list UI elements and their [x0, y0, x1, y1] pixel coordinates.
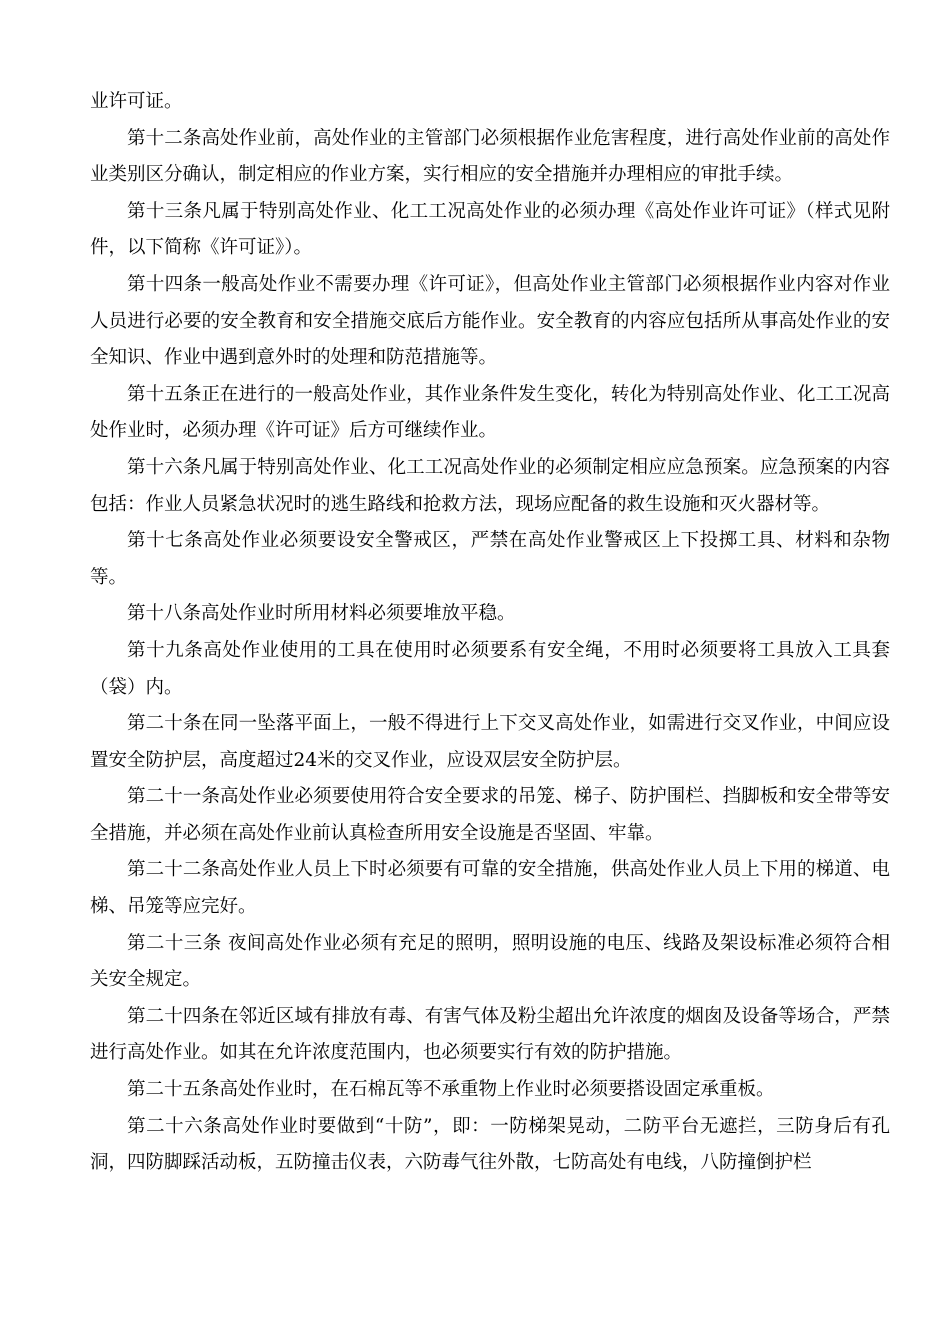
paragraph-article-13: 第十三条凡属于特别高处作业、化工工况高处作业的必须办理《高处作业许可证》（样式见附件，以下简称《许可证》）。	[90, 200, 890, 259]
paragraph-article-12: 第十二条高处作业前，高处作业的主管部门必须根据作业危害程度，进行高处作业前的高处作业类别区分确认，制定相应的作业方案，实行相应的安全措施并办理相应的审批手续。	[90, 127, 890, 186]
paragraph-article-22: 第二十二条高处作业人员上下时必须要有可靠的安全措施，供高处作业人员上下用的梯道、电梯、吊笼等应完好。	[90, 859, 890, 918]
paragraph-continuation: 业许可证。	[90, 91, 183, 112]
paragraph-article-18: 第十八条高处作业时所用材料必须要堆放平稳。	[127, 603, 516, 625]
paragraph-article-15: 第十五条正在进行的一般高处作业，其作业条件发生变化，转化为特别高处作业、化工工况高处作业时，必须办理《许可证》后方可继续作业。	[90, 383, 890, 442]
paragraph-article-26: 第二十六条高处作业时要做到“十防”，即：一防梯架晃动，二防平台无遮拦，三防身后有孔洞，四防脚踩活动板，五防撞击仪表，六防毒气往外散，七防高处有电线，八防撞倒护栏	[90, 1115, 890, 1174]
paragraph-article-16: 第十六条凡属于特别高处作业、化工工况高处作业的必须制定相应应急预案。应急预案的内容包括：作业人员紧急状况时的逃生路线和抢救方法，现场应配备的救生设施和灭火器材等。	[90, 456, 890, 515]
paragraph-article-21: 第二十一条高处作业必须要使用符合安全要求的吊笼、梯子、防护围栏、挡脚板和安全带等安全措施，并必须在高处作业前认真检查所用安全设施是否坚固、牢靠。	[90, 786, 890, 844]
paragraph-article-24: 第二十四条在邻近区域有排放有毒、有害气体及粉尘超出允许浓度的烟囱及设备等场合，严禁进行高处作业。如其在允许浓度范围内，也必须要实行有效的防护措施。	[90, 1005, 890, 1064]
paragraph-article-20: 第二十条在同一坠落平面上，一般不得进行上下交叉高处作业，如需进行交叉作业，中间应设置安全防护层，高度超过24米的交叉作业，应设双层安全防护层。	[90, 713, 890, 771]
paragraph-article-23: 第二十三条 夜间高处作业必须有充足的照明，照明设施的电压、线路及架设标准必须符合相关安全规定。	[90, 932, 890, 991]
paragraph-article-17: 第十七条高处作业必须要设安全警戒区，严禁在高处作业警戒区上下投掷工具、材料和杂物等。	[90, 530, 890, 588]
paragraph-article-14: 第十四条一般高处作业不需要办理《许可证》，但高处作业主管部门必须根据作业内容对作业人员进行必要的安全教育和安全措施交底后方能作业。安全教育的内容应包括所从事高处作业的安全知识、作业中遇到意外时的处理和防范措施等。	[90, 273, 890, 369]
paragraph-article-19: 第十九条高处作业使用的工具在使用时必须要系有安全绳，不用时必须要将工具放入工具套（袋）内。	[90, 639, 890, 698]
paragraph-article-25: 第二十五条高处作业时，在石棉瓦等不承重物上作业时必须要搭设固定承重板。	[127, 1079, 775, 1101]
document-body	[90, 84, 890, 1182]
